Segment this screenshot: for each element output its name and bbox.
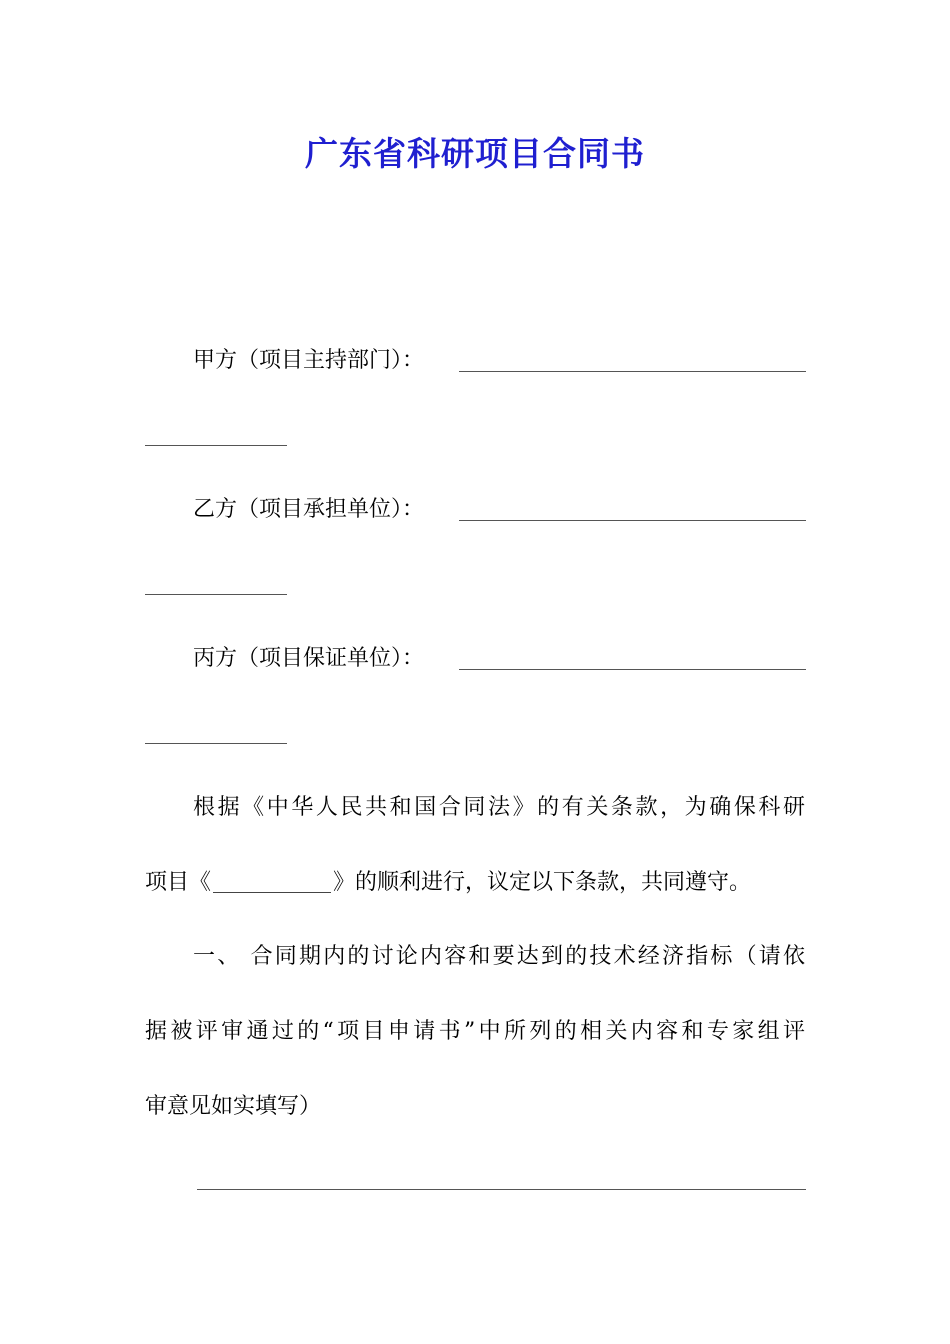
party-b-blank-line — [459, 520, 806, 521]
project-prefix: 项目《 — [145, 870, 212, 895]
section-one-line3: 审意见如实填写） — [145, 1094, 322, 1119]
party-a-blank-line — [459, 371, 806, 372]
party-b-blank-line-continued — [145, 594, 287, 595]
project-name-blank — [213, 870, 331, 893]
party-c-blank-line — [459, 669, 806, 670]
party-c-label: 丙方（项目保证单位）： — [193, 646, 425, 671]
paragraph-basis-line1: 根据《中华人民共和国合同法》的有关条款，为确保科研 — [193, 795, 805, 820]
section-one-line1: 一、 合同期内的讨论内容和要达到的技术经济指标（请依 — [193, 944, 805, 969]
project-suffix: 》的顺利进行，议定以下条款，共同遵守。 — [333, 870, 752, 895]
party-a-label: 甲方（项目主持部门）： — [193, 348, 425, 373]
document-title: 广东省科研项目合同书 — [305, 134, 645, 173]
party-b-label: 乙方（项目承担单位）： — [193, 497, 425, 522]
section-one-line2: 据被评审通过的“项目申请书”中所列的相关内容和专家组评 — [145, 1019, 805, 1044]
party-c-blank-line-continued — [145, 743, 287, 744]
section-one-fill-line — [197, 1189, 806, 1190]
paragraph-basis-line2 — [145, 868, 751, 898]
party-a-blank-line-continued — [145, 445, 287, 446]
